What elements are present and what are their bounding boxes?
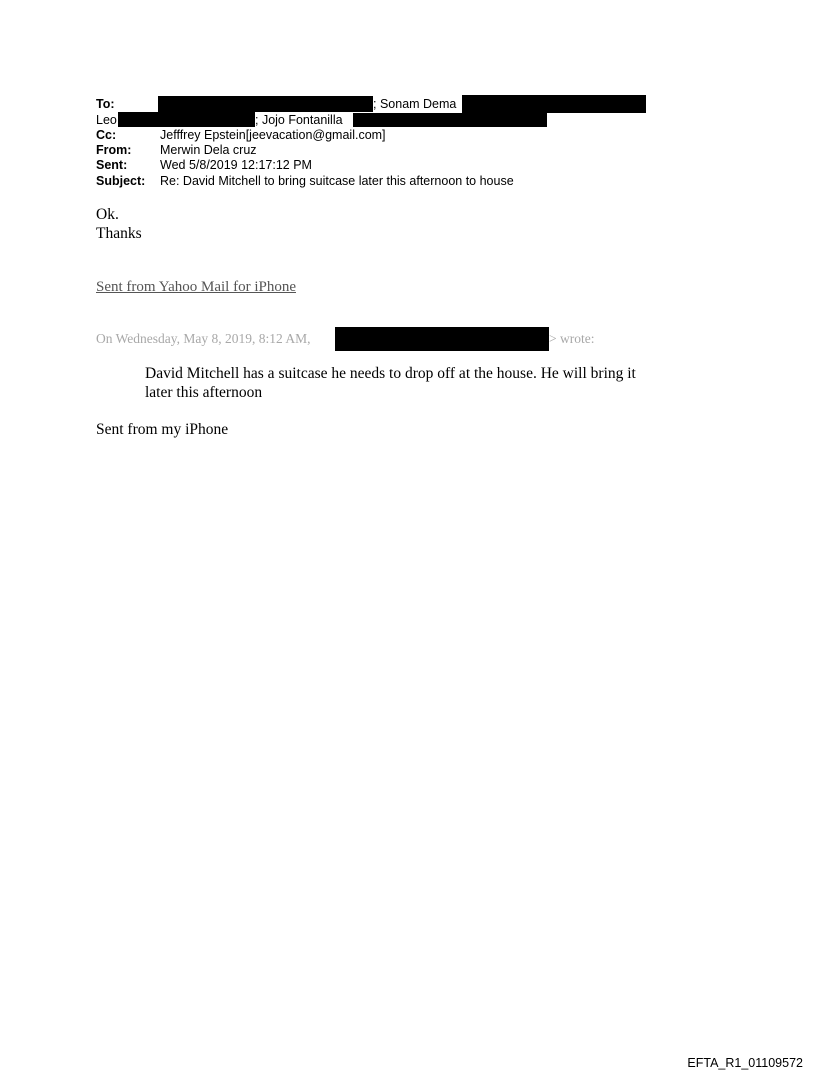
- reply-line-2: Thanks: [96, 225, 142, 242]
- to-label: To:: [96, 97, 115, 111]
- document-id: EFTA_R1_01109572: [687, 1056, 803, 1070]
- quoted-line-1: David Mitchell has a suitcase he needs to drop off at the house. He will bring it: [145, 365, 636, 382]
- to-recipient-sonam: ; Sonam Dema: [373, 97, 457, 111]
- to-line2-prefix: Leo: [96, 113, 117, 127]
- subject-label: Subject:: [96, 174, 146, 188]
- redacted-to-recipient: [158, 96, 373, 112]
- from-value: Merwin Dela cruz: [160, 143, 257, 157]
- to-recipient-name: Sonam Dema: [379, 97, 457, 111]
- sent-value: Wed 5/8/2019 12:17:12 PM: [160, 158, 312, 172]
- to-line2-separator: ; Jojo Fontanilla: [255, 113, 343, 127]
- sent-label: Sent:: [96, 158, 128, 172]
- quote-intro-prefix: On Wednesday, May 8, 2019, 8:12 AM,: [96, 331, 311, 346]
- reply-line-1: Ok.: [96, 206, 119, 223]
- redacted-to-email: [462, 95, 646, 113]
- cc-label: Cc:: [96, 128, 117, 142]
- redacted-sender-email: [335, 327, 549, 351]
- quoted-line-2: later this afternoon: [145, 384, 263, 401]
- yahoo-mail-signature-link[interactable]: Sent from Yahoo Mail for iPhone: [96, 279, 296, 295]
- subject-value: Re: David Mitchell to bring suitcase later this afternoon to house: [160, 174, 514, 188]
- redacted-leo-email: [118, 112, 255, 127]
- redacted-jojo-email: [353, 113, 547, 127]
- cc-value: Jefffrey Epstein[jeevacation@gmail.com]: [160, 128, 386, 142]
- from-label: From:: [96, 143, 132, 157]
- quoted-signature: Sent from my iPhone: [96, 421, 229, 438]
- quote-intro-suffix: > wrote:: [549, 331, 595, 346]
